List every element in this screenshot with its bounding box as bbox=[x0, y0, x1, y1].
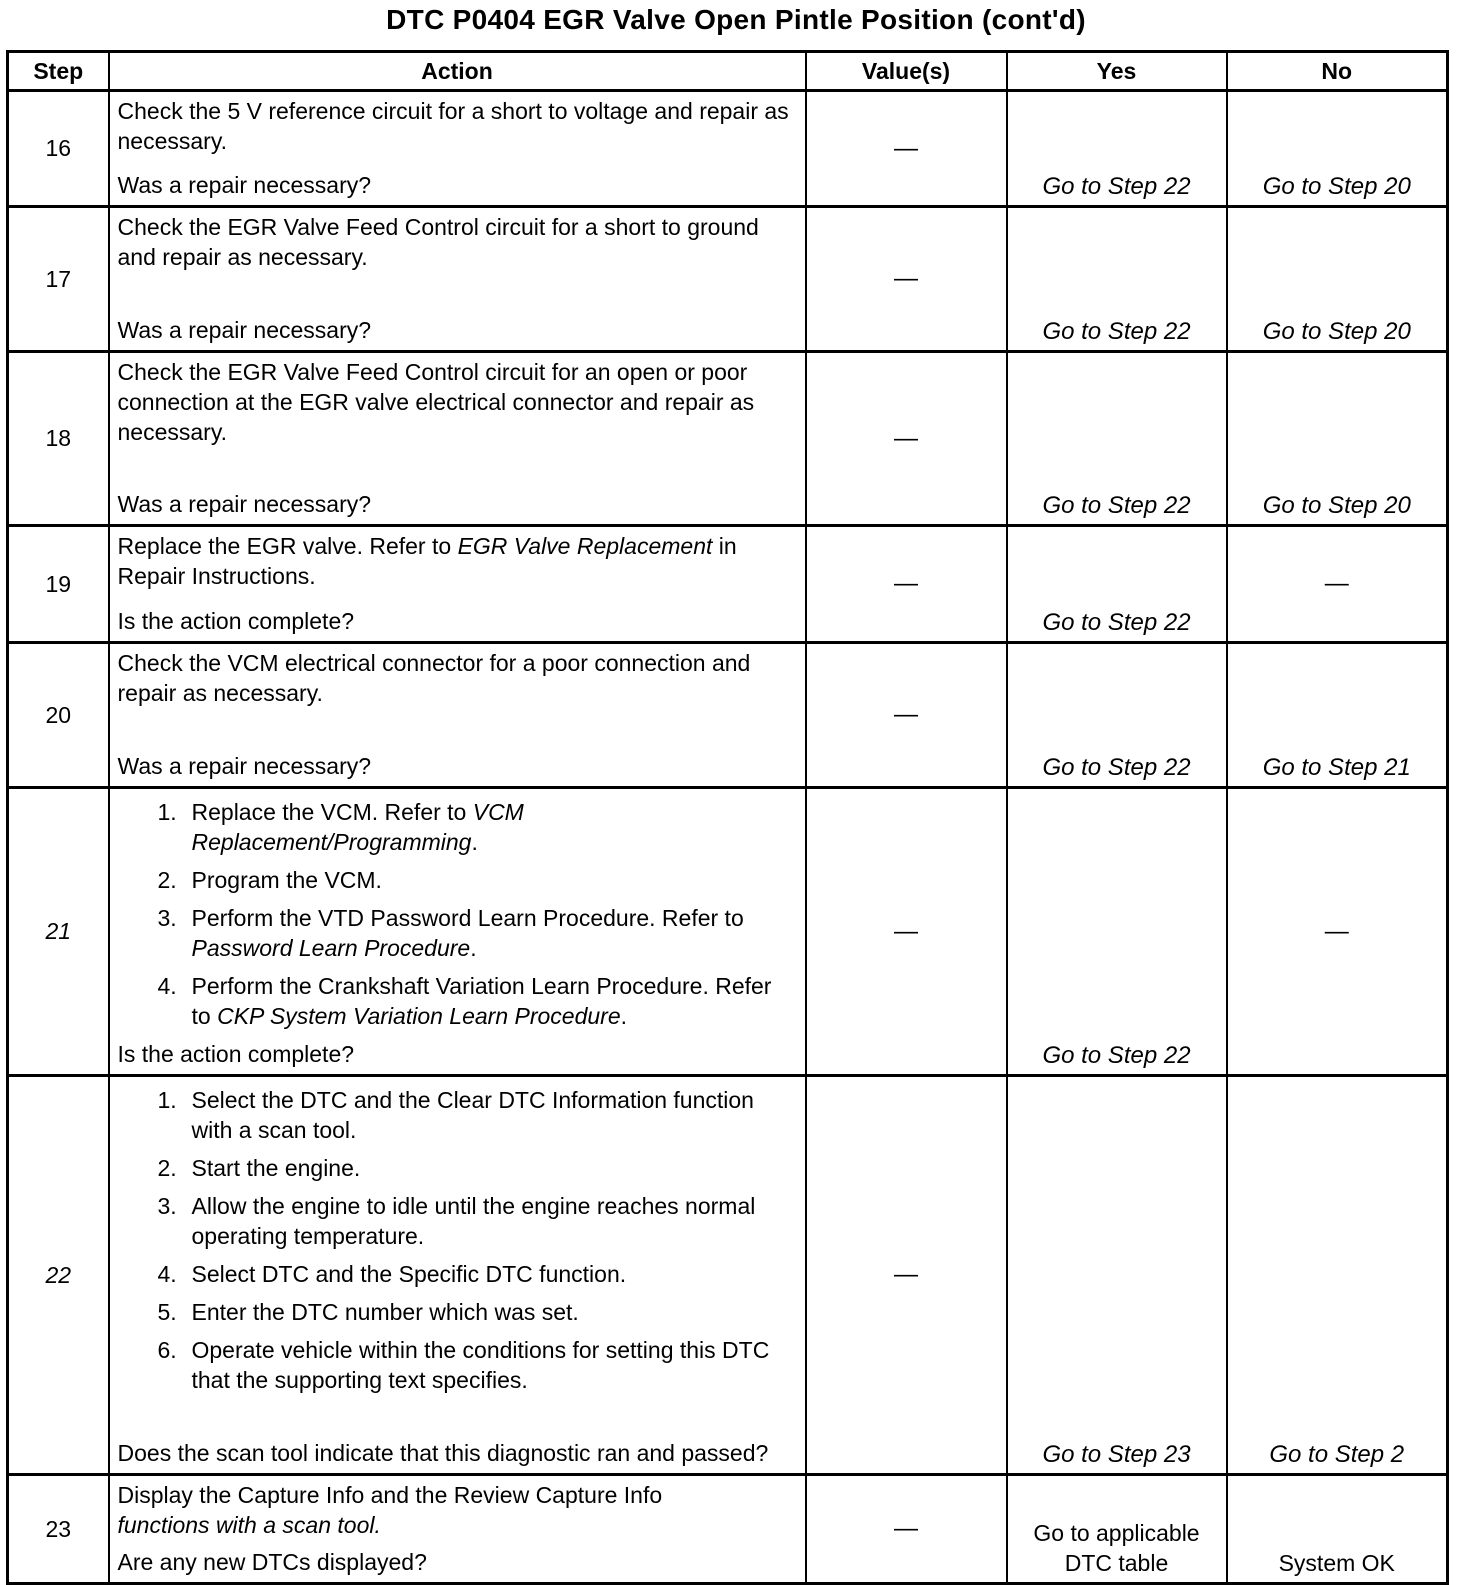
yes-cell: Go to Step 22 bbox=[1007, 643, 1227, 788]
action-cell bbox=[109, 91, 806, 207]
table-row bbox=[8, 1475, 1448, 1584]
reference-link: CKP System Variation Learn Procedure bbox=[217, 1003, 621, 1029]
value-cell: — bbox=[806, 788, 1007, 1076]
value-cell: — bbox=[806, 526, 1007, 643]
yes-cell: Go to Step 22 bbox=[1007, 526, 1227, 643]
value-cell: — bbox=[806, 207, 1007, 352]
action-cell bbox=[109, 1475, 806, 1584]
no-cell: Go to Step 20 bbox=[1227, 352, 1448, 526]
reference-link: VCM Replacement/Programming bbox=[191, 799, 524, 855]
action-text: Check the VCM electrical connector for a poor connection and repair as necessary. bbox=[117, 650, 751, 706]
step-number: 20 bbox=[8, 643, 109, 788]
list-item: 1. Select the DTC and the Clear DTC Information function with a scan tool. bbox=[157, 1087, 754, 1143]
step-number: 21 bbox=[8, 788, 109, 1076]
list-item: 2. Program the VCM. bbox=[157, 867, 382, 893]
list-item: 5. Enter the DTC number which was set. bbox=[157, 1299, 579, 1325]
list-item: 6. Operate vehicle within the conditions for setting this DTC that the supporting text specifies. bbox=[157, 1337, 770, 1393]
list-item: 4. Perform the Crankshaft Variation Learn Procedure. Refer to CKP System Variation Learn Procedure. bbox=[157, 973, 772, 1029]
header-row bbox=[8, 52, 1448, 91]
value-cell: — bbox=[806, 643, 1007, 788]
table-row bbox=[8, 788, 1448, 1076]
no-cell: — bbox=[1227, 788, 1448, 1076]
no-cell: Go to Step 2 bbox=[1227, 1076, 1448, 1475]
header-action: Action bbox=[109, 52, 806, 91]
procedure-list bbox=[118, 797, 797, 1031]
yes-cell: Go to applicable DTC table bbox=[1007, 1475, 1227, 1584]
step-number: 18 bbox=[8, 352, 109, 526]
procedure-list bbox=[118, 1085, 797, 1395]
header-step: Step bbox=[8, 52, 109, 91]
action-text: Check the 5 V reference circuit for a short to voltage and repair as necessary. bbox=[117, 98, 789, 154]
action-question: Was a repair necessary? bbox=[117, 317, 372, 343]
list-item: 4. Select DTC and the Specific DTC function. bbox=[157, 1261, 627, 1287]
table-row bbox=[8, 207, 1448, 352]
no-cell: Go to Step 20 bbox=[1227, 207, 1448, 352]
action-question: Is the action complete? bbox=[117, 608, 355, 634]
action-text: Replace the EGR valve. Refer to EGR Valve Replacement in Repair Instructions. bbox=[117, 533, 737, 589]
no-cell: — bbox=[1227, 526, 1448, 643]
action-cell bbox=[109, 1076, 806, 1475]
action-cell bbox=[109, 788, 806, 1076]
list-item: 1. Replace the VCM. Refer to VCM Replacement/Programming. bbox=[157, 799, 524, 855]
list-item: 3. Perform the VTD Password Learn Procedure. Refer to Password Learn Procedure. bbox=[157, 905, 744, 961]
table-row bbox=[8, 526, 1448, 643]
yes-cell: Go to Step 23 bbox=[1007, 1076, 1227, 1475]
table-row bbox=[8, 1076, 1448, 1475]
yes-cell: Go to Step 22 bbox=[1007, 207, 1227, 352]
list-item: 3. Allow the engine to idle until the engine reaches normal operating temperature. bbox=[157, 1193, 756, 1249]
action-question: Are any new DTCs displayed? bbox=[117, 1549, 427, 1575]
no-cell: Go to Step 20 bbox=[1227, 91, 1448, 207]
action-text: Check the EGR Valve Feed Control circuit for an open or poor connection at the EGR valve electrical connector and repair as necessary. bbox=[117, 359, 755, 445]
header-yes: Yes bbox=[1007, 52, 1227, 91]
diagnostic-table bbox=[6, 50, 1449, 1585]
value-cell: — bbox=[806, 352, 1007, 526]
step-number: 19 bbox=[8, 526, 109, 643]
reference-link: functions with a scan tool. bbox=[117, 1512, 381, 1538]
step-number: 22 bbox=[8, 1076, 109, 1475]
table-row bbox=[8, 352, 1448, 526]
action-cell bbox=[109, 352, 806, 526]
page-title: DTC P0404 EGR Valve Open Pintle Position (cont'd) bbox=[386, 4, 1086, 35]
list-item: 2. Start the engine. bbox=[157, 1155, 361, 1181]
step-number: 16 bbox=[8, 91, 109, 207]
value-cell: — bbox=[806, 91, 1007, 207]
header-values: Value(s) bbox=[806, 52, 1007, 91]
action-text: Check the EGR Valve Feed Control circuit for a short to ground and repair as necessary. bbox=[117, 214, 759, 270]
step-number: 17 bbox=[8, 207, 109, 352]
action-cell bbox=[109, 526, 806, 643]
table-row bbox=[8, 91, 1448, 207]
yes-cell: Go to Step 22 bbox=[1007, 352, 1227, 526]
reference-link: EGR Valve Replacement bbox=[457, 533, 713, 559]
no-cell: System OK bbox=[1227, 1475, 1448, 1584]
action-question: Was a repair necessary? bbox=[117, 753, 372, 779]
action-question: Was a repair necessary? bbox=[117, 172, 372, 198]
value-cell: — bbox=[806, 1475, 1007, 1584]
action-text: Display the Capture Info and the Review Capture Info functions with a scan tool. bbox=[117, 1482, 663, 1538]
action-question: Was a repair necessary? bbox=[117, 491, 372, 517]
step-number: 23 bbox=[8, 1475, 109, 1584]
header-no: No bbox=[1227, 52, 1448, 91]
value-cell: — bbox=[806, 1076, 1007, 1475]
yes-cell: Go to Step 22 bbox=[1007, 788, 1227, 1076]
yes-cell: Go to Step 22 bbox=[1007, 91, 1227, 207]
action-question: Does the scan tool indicate that this diagnostic ran and passed? bbox=[117, 1440, 769, 1466]
action-question: Is the action complete? bbox=[117, 1041, 355, 1067]
table-row bbox=[8, 643, 1448, 788]
action-cell bbox=[109, 207, 806, 352]
no-cell: Go to Step 21 bbox=[1227, 643, 1448, 788]
reference-link: Password Learn Procedure bbox=[191, 935, 471, 961]
action-cell bbox=[109, 643, 806, 788]
